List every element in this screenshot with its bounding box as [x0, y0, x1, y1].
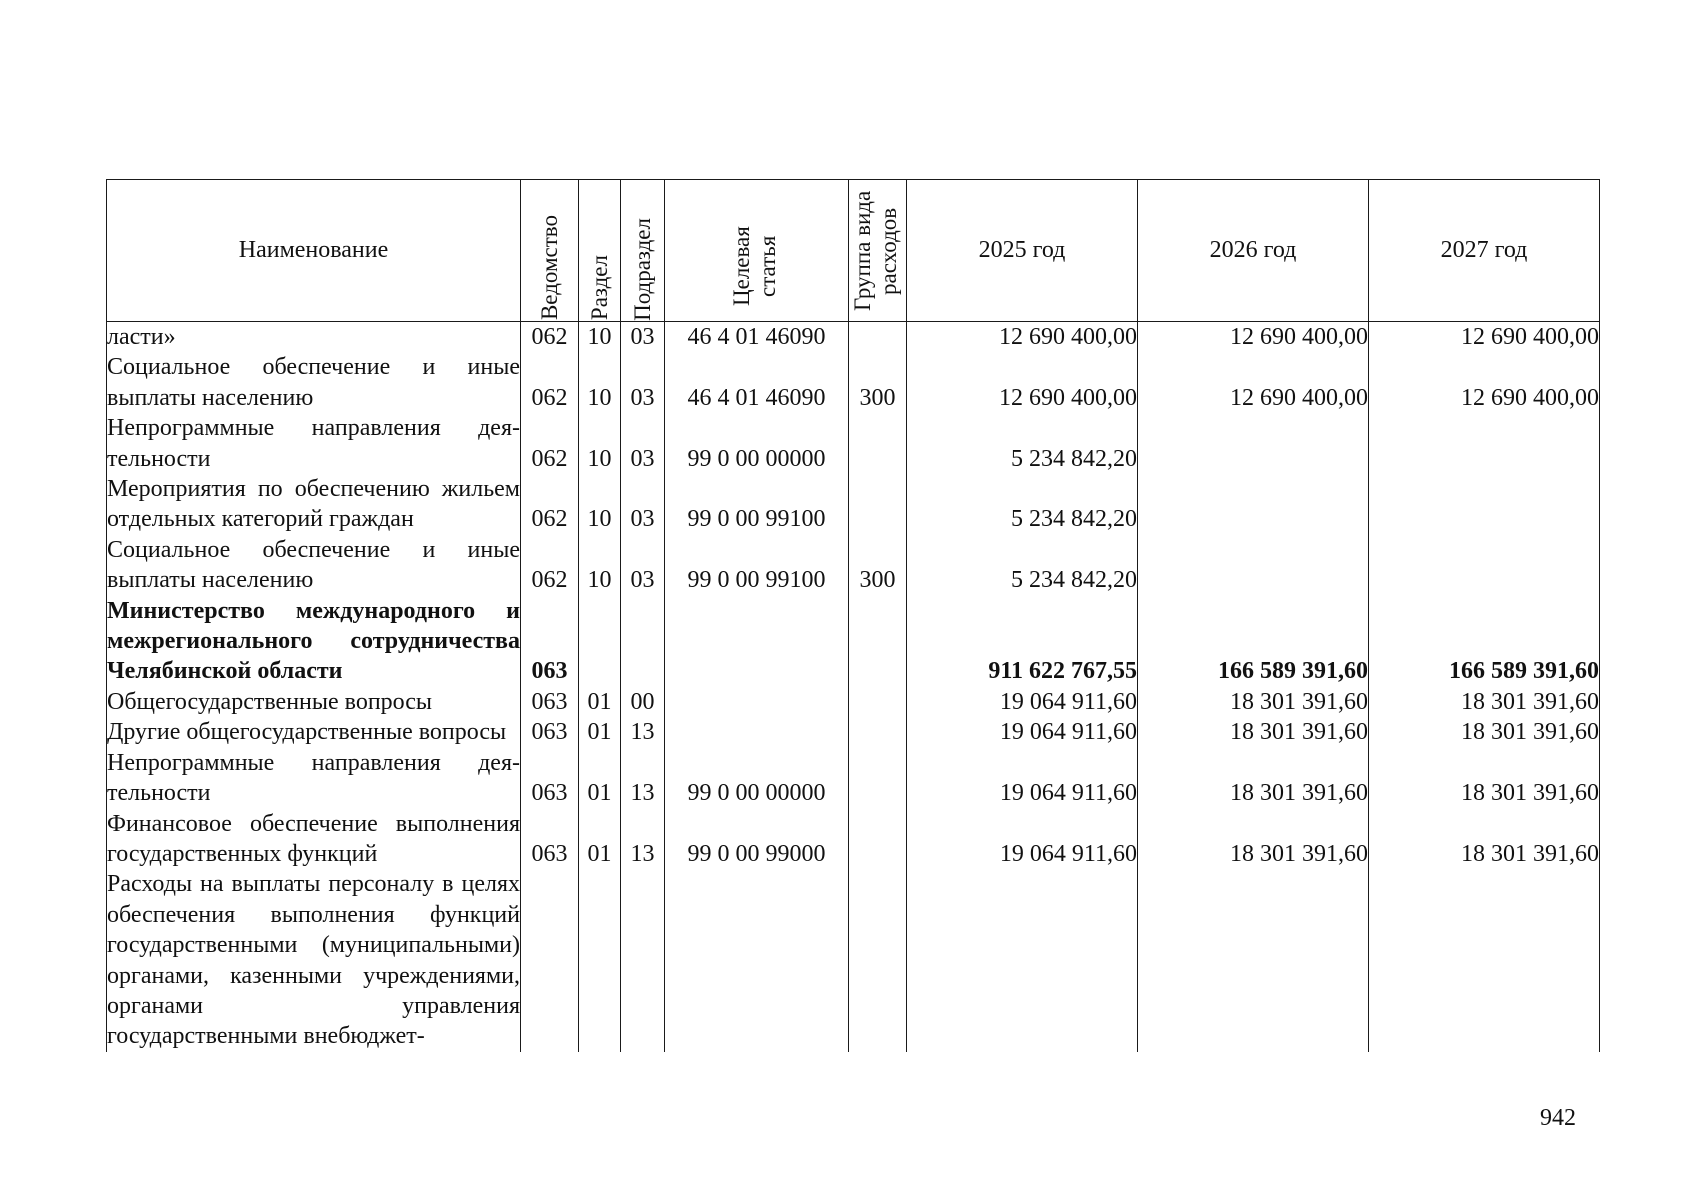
- cell-podrazdel: [621, 869, 665, 1051]
- cell-name: Другие общегосударственные вопросы: [107, 717, 521, 747]
- cell-name: Социальное обеспечение и иные выплаты населению: [107, 535, 521, 596]
- header-razdel: [579, 180, 621, 322]
- cell-vedomstvo: 063: [521, 687, 579, 717]
- cell-vedomstvo: 063: [521, 748, 579, 809]
- header-razdel-label: Раздел: [586, 255, 612, 321]
- header-celevaya-label: Целевая статья: [728, 225, 780, 306]
- cell-2026: 18 301 391,60: [1138, 748, 1369, 809]
- cell-name: Непрограммные направления деятельности: [107, 748, 521, 809]
- cell-podrazdel: 13: [621, 748, 665, 809]
- cell-2027: [1369, 535, 1600, 596]
- cell-gruppa: [849, 869, 907, 1051]
- header-podrazdel: [621, 180, 665, 322]
- cell-gruppa: [849, 413, 907, 474]
- cell-2026: [1138, 413, 1369, 474]
- cell-razdel: 01: [579, 748, 621, 809]
- cell-2025: [907, 869, 1138, 1051]
- cell-vedomstvo: 062: [521, 322, 579, 353]
- cell-gruppa: [849, 474, 907, 535]
- cell-gruppa: 300: [849, 535, 907, 596]
- cell-podrazdel: 03: [621, 413, 665, 474]
- cell-vedomstvo: 062: [521, 535, 579, 596]
- cell-celevaya-statya: [665, 869, 849, 1051]
- header-row: [107, 180, 1600, 322]
- table-row: [107, 809, 1600, 870]
- cell-name: Общегосударственные вопросы: [107, 687, 521, 717]
- cell-gruppa: [849, 809, 907, 870]
- cell-celevaya-statya: [665, 596, 849, 687]
- cell-2025: 19 064 911,60: [907, 809, 1138, 870]
- cell-2027: 18 301 391,60: [1369, 717, 1600, 747]
- cell-razdel: 10: [579, 352, 621, 413]
- table-row: [107, 687, 1600, 717]
- header-2026: 2026 год: [1138, 180, 1369, 322]
- cell-2025: 911 622 767,55: [907, 596, 1138, 687]
- table-row: [107, 717, 1600, 747]
- cell-2025: 5 234 842,20: [907, 535, 1138, 596]
- header-podrazdel-label: Подраздел: [629, 217, 655, 321]
- cell-podrazdel: 03: [621, 322, 665, 353]
- cell-2027: 12 690 400,00: [1369, 352, 1600, 413]
- cell-razdel: 10: [579, 474, 621, 535]
- header-gruppa: [849, 180, 907, 322]
- cell-2026: 166 589 391,60: [1138, 596, 1369, 687]
- cell-2027: [1369, 474, 1600, 535]
- cell-name: ласти»: [107, 322, 521, 353]
- cell-gruppa: [849, 717, 907, 747]
- cell-razdel: [579, 869, 621, 1051]
- cell-vedomstvo: 062: [521, 413, 579, 474]
- table-row: [107, 748, 1600, 809]
- cell-razdel: 01: [579, 687, 621, 717]
- table-row: [107, 322, 1600, 353]
- cell-2025: 12 690 400,00: [907, 322, 1138, 353]
- cell-podrazdel: 00: [621, 687, 665, 717]
- cell-gruppa: [849, 596, 907, 687]
- cell-name: Социальное обеспечение и иные выплаты населению: [107, 352, 521, 413]
- cell-2027: [1369, 413, 1600, 474]
- table-row: [107, 474, 1600, 535]
- cell-vedomstvo: 063: [521, 596, 579, 687]
- table-row: [107, 596, 1600, 687]
- cell-celevaya-statya: 46 4 01 46090: [665, 352, 849, 413]
- cell-2027: [1369, 869, 1600, 1051]
- header-celevaya-statya: [665, 180, 849, 322]
- cell-2026: [1138, 474, 1369, 535]
- cell-2025: 19 064 911,60: [907, 717, 1138, 747]
- cell-vedomstvo: [521, 869, 579, 1051]
- cell-2025: 19 064 911,60: [907, 687, 1138, 717]
- cell-razdel: 01: [579, 717, 621, 747]
- cell-podrazdel: 03: [621, 535, 665, 596]
- cell-razdel: 10: [579, 322, 621, 353]
- cell-razdel: 10: [579, 535, 621, 596]
- cell-vedomstvo: 062: [521, 352, 579, 413]
- cell-podrazdel: 03: [621, 352, 665, 413]
- cell-name: Министерство международного и межрегионального сотрудничества Челябинской области: [107, 596, 521, 687]
- cell-celevaya-statya: 46 4 01 46090: [665, 322, 849, 353]
- cell-gruppa: 300: [849, 352, 907, 413]
- cell-2027: 18 301 391,60: [1369, 748, 1600, 809]
- cell-2026: 12 690 400,00: [1138, 322, 1369, 353]
- cell-2026: [1138, 869, 1369, 1051]
- cell-2026: [1138, 535, 1369, 596]
- cell-celevaya-statya: [665, 717, 849, 747]
- table-row: [107, 535, 1600, 596]
- cell-razdel: 10: [579, 413, 621, 474]
- cell-celevaya-statya: [665, 687, 849, 717]
- cell-gruppa: [849, 322, 907, 353]
- cell-razdel: [579, 596, 621, 687]
- cell-celevaya-statya: 99 0 00 00000: [665, 413, 849, 474]
- cell-name: Непрограммные направления деятельности: [107, 413, 521, 474]
- header-vedomstvo-label: Ведомство: [536, 215, 562, 321]
- cell-name: Расходы на выплаты персоналу в целях обеспечения выполнения функций государственными (муниципальными) органами, казенными учреждениями, органами управления государственными внебюджет-: [107, 869, 521, 1051]
- cell-2027: 166 589 391,60: [1369, 596, 1600, 687]
- cell-razdel: 01: [579, 809, 621, 870]
- header-2025: 2025 год: [907, 180, 1138, 322]
- cell-name: Финансовое обеспечение выполнения государственных функций: [107, 809, 521, 870]
- cell-celevaya-statya: 99 0 00 00000: [665, 748, 849, 809]
- table-row: [107, 869, 1600, 1051]
- cell-2025: 19 064 911,60: [907, 748, 1138, 809]
- cell-celevaya-statya: 99 0 00 99000: [665, 809, 849, 870]
- cell-podrazdel: 03: [621, 474, 665, 535]
- cell-vedomstvo: 063: [521, 717, 579, 747]
- cell-celevaya-statya: 99 0 00 99100: [665, 474, 849, 535]
- cell-podrazdel: [621, 596, 665, 687]
- cell-2026: 12 690 400,00: [1138, 352, 1369, 413]
- header-2027: 2027 год: [1369, 180, 1600, 322]
- cell-2027: 12 690 400,00: [1369, 322, 1600, 353]
- table-body: [107, 322, 1600, 1052]
- cell-2027: 18 301 391,60: [1369, 687, 1600, 717]
- table-row: [107, 413, 1600, 474]
- cell-celevaya-statya: 99 0 00 99100: [665, 535, 849, 596]
- cell-podrazdel: 13: [621, 717, 665, 747]
- header-name: Наименование: [107, 180, 521, 322]
- cell-podrazdel: 13: [621, 809, 665, 870]
- cell-vedomstvo: 062: [521, 474, 579, 535]
- budget-table: [106, 179, 1600, 1052]
- cell-2026: 18 301 391,60: [1138, 687, 1369, 717]
- cell-2026: 18 301 391,60: [1138, 809, 1369, 870]
- page-number: 942: [1540, 1105, 1576, 1131]
- cell-name: Мероприятия по обеспечению жильем отдельных категорий граждан: [107, 474, 521, 535]
- cell-2025: 5 234 842,20: [907, 413, 1138, 474]
- table-row: [107, 352, 1600, 413]
- cell-gruppa: [849, 687, 907, 717]
- cell-vedomstvo: 063: [521, 809, 579, 870]
- cell-2026: 18 301 391,60: [1138, 717, 1369, 747]
- header-gruppa-label: Группа вида расходов: [849, 190, 901, 311]
- cell-2027: 18 301 391,60: [1369, 809, 1600, 870]
- header-vedomstvo: [521, 180, 579, 322]
- cell-2025: 5 234 842,20: [907, 474, 1138, 535]
- cell-2025: 12 690 400,00: [907, 352, 1138, 413]
- cell-gruppa: [849, 748, 907, 809]
